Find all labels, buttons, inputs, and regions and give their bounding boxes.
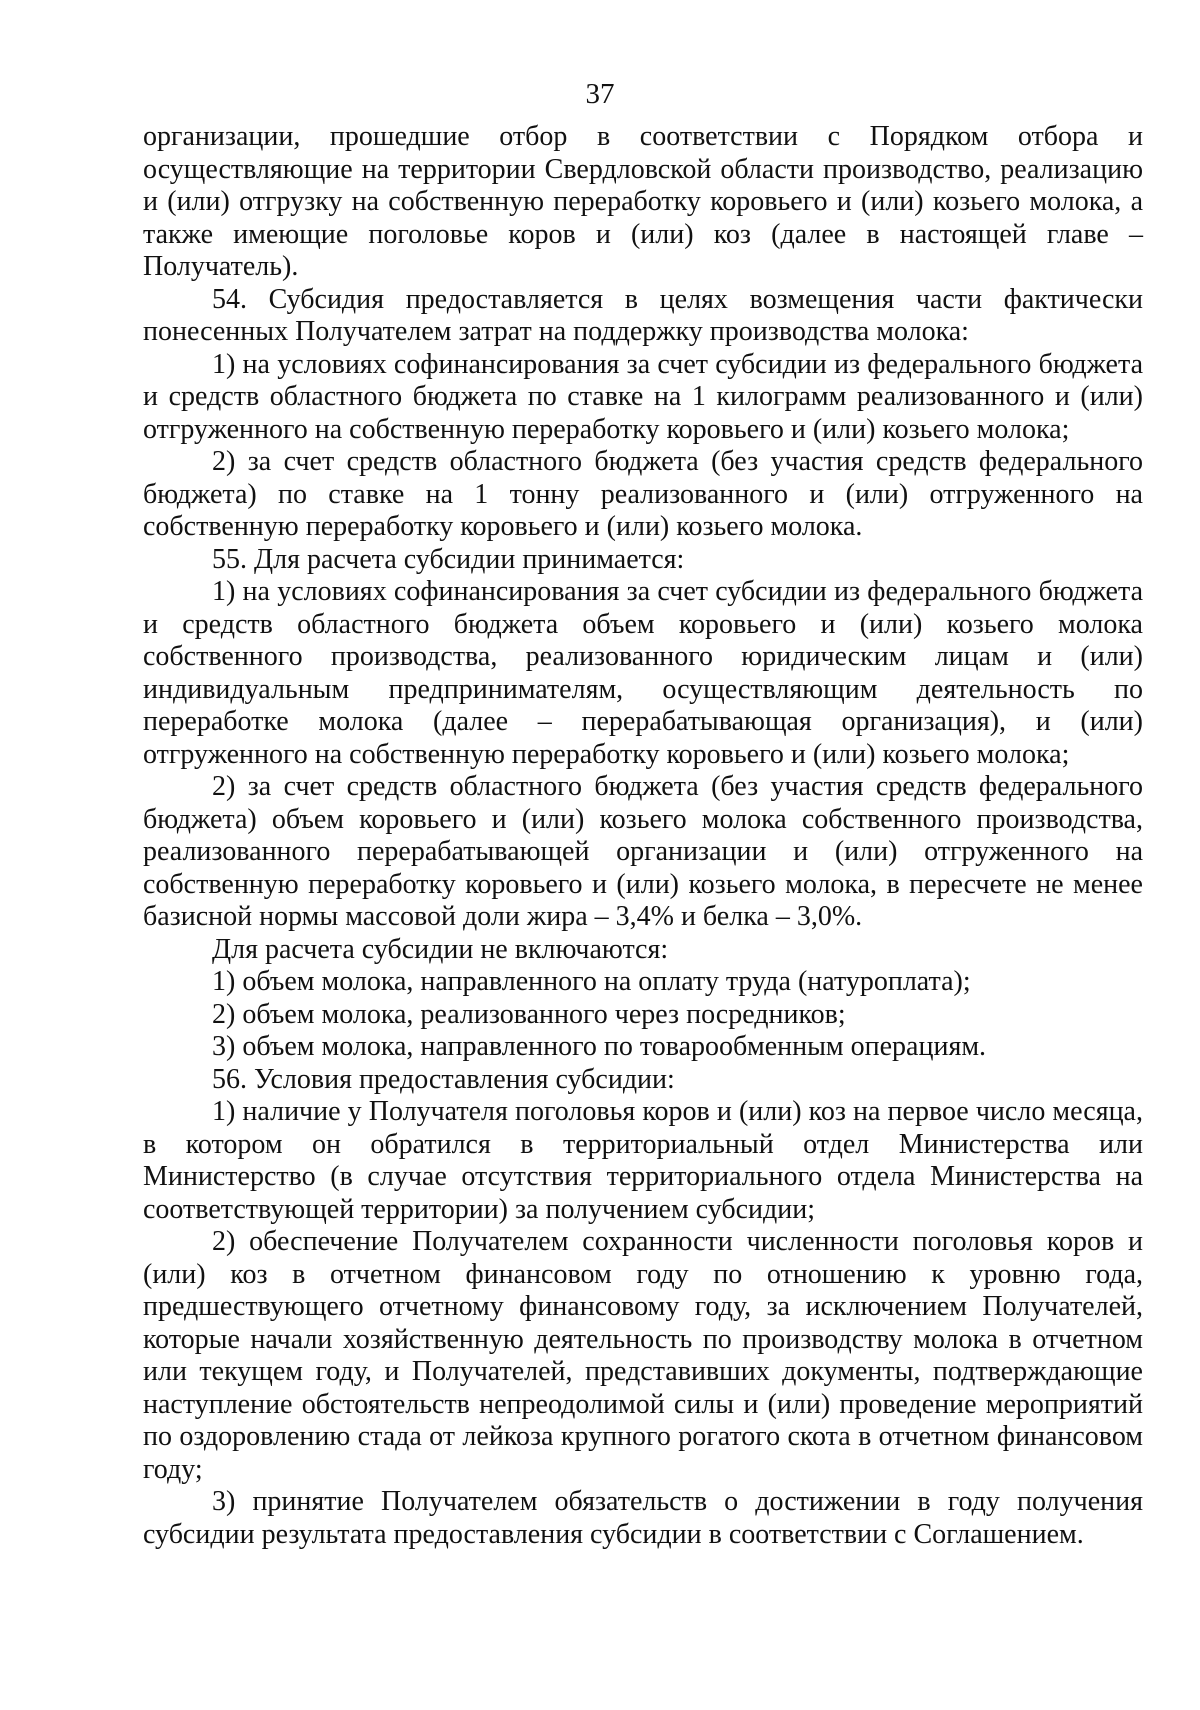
paragraph: 55. Для расчета субсидии принимается: [212,543,685,575]
paragraph: организации, прошедшие отбор в соответствии с Порядком отбора и осуществляющие на территории Свердловской области производство, реализацию и (или) отгрузку на собственную переработку коровьего и (или) козьего молока, а также имеющие поголовье коров и (или) коз (далее в настоящей главе – Получатель). [143,121,1143,282]
paragraph: 54. Субсидия предоставляется в целях возмещения части фактически понесенных Получателем затрат на поддержку производства молока: [143,283,1143,347]
paragraph: 2) обеспечение Получателем сохранности численности поголовья коров и (или) коз в отчетном финансовом году по отношению к уровню года, предшествующего отчетному финансовому году, за исключением Получателей, которые начали хозяйственную деятельность по производству молока в отчетном или текущем году, и Получателей, представивших документы, подтверждающие наступление обстоятельств непреодолимой силы и (или) проведение мероприятий по оздоровлению стада от лейкоза крупного рогатого скота в отчетном финансовом году; [143,1226,1143,1485]
paragraph: Для расчета субсидии не включаются: [212,933,669,965]
paragraph: 3) принятие Получателем обязательств о достижении в году получения субсидии результата предоставления субсидии в соответствии с Соглашением. [143,1486,1143,1550]
paragraph: 2) за счет средств областного бюджета (без участия средств федерального бюджета) по ставке на 1 тонну реализованного и (или) отгруженного на собственную переработку коровьего и (или) козьего молока. [143,446,1143,542]
paragraph: 3) объем молока, направленного по товарообменным операциям. [212,1031,987,1062]
page-number: 37 [585,78,615,110]
paragraph: 2) за счет средств областного бюджета (без участия средств федерального бюджета) объем коровьего и (или) козьего молока собственного производства, реализованного перерабатывающей организации и (или) отгруженного на собственную переработку коровьего и (или) козьего молока, в пересчете не менее базисной нормы массовой доли жира – 3,4% и белка – 3,0%. [143,771,1143,932]
paragraph: 56. Условия предоставления субсидии: [212,1063,675,1095]
paragraph: 2) объем молока, реализованного через посредников; [212,998,846,1030]
document-body [143,121,1143,1551]
paragraph: 1) на условиях софинансирования за счет субсидии из федерального бюджета и средств областного бюджета объем коровьего и (или) козьего молока собственного производства, реализованного юридическим лицам и (или) индивидуальным предпринимателям, осуществляющим деятельность по переработке молока (далее – перерабатывающая организация), и (или) отгруженного на собственную переработку коровьего и (или) козьего молока; [143,576,1143,770]
paragraph: 1) наличие у Получателя поголовья коров и (или) коз на первое число месяца, в котором он обратился в территориальный отдел Министерства или Министерство (в случае отсутствия территориального отдела Министерства на соответствующей территории) за получением субсидии; [143,1096,1143,1225]
paragraph: 1) объем молока, направленного на оплату труда (натуроплата); [212,966,971,997]
paragraph: 1) на условиях софинансирования за счет субсидии из федерального бюджета и средств областного бюджета по ставке на 1 килограмм реализованного и (или) отгруженного на собственную переработку коровьего и (или) козьего молока; [143,348,1143,445]
